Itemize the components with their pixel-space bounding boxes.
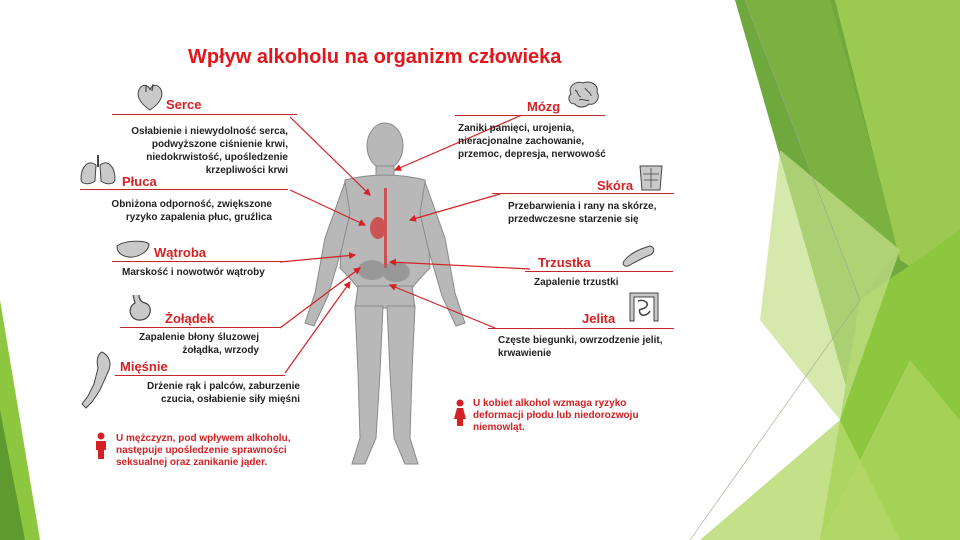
stomach-icon [125,293,155,323]
note-line: U kobiet alkohol wzmaga ryzyko [473,398,627,409]
divider-pluca [80,189,288,190]
effect-line: Zaniki pamięci, urojenia, [458,123,575,134]
effect-line: ryzyko zapalenia płuc, gruźlica [125,212,272,223]
effects-watroba [122,266,265,279]
heart-icon [134,82,166,112]
male-figure-icon [95,432,107,460]
effect-line: Drżenie rąk i palców, zaburzenie [146,381,300,392]
effects-zoladek [139,331,259,357]
organ-label-serce: Serce [166,97,202,112]
divider-trzustka [525,271,673,272]
effects-miesnie [147,380,300,406]
organ-label-miesnie: Mięśnie [120,359,168,374]
divider-zoladek [120,327,280,328]
intestines-icon [626,287,662,325]
effects-jelita [498,334,662,360]
divider-watroba [112,261,282,262]
skin-torso-icon [636,162,666,192]
divider-miesnie [115,375,285,376]
note-line: następuje upośledzenie sprawności [116,445,287,456]
organ-label-jelita: Jelita [582,311,616,326]
effect-line: podwyższone ciśnienie krwi, [151,139,288,150]
effect-line: Zapalenie trzustki [534,277,619,288]
note-line: deformacji płodu lub niedorozwoju [473,410,639,421]
page-title: Wpływ alkoholu na organizm człowieka [188,46,562,68]
effects-trzustka [534,276,618,289]
effect-line: Obniżona odporność, zwiększone [111,199,272,210]
divider-jelita [488,328,674,329]
female-figure-icon [454,399,466,427]
divider-serce [112,114,297,115]
divider-skora [492,193,674,194]
divider-mozg [455,115,605,116]
pancreas-icon [620,243,656,269]
effect-line: Częste biegunki, owrzodzenie jelit, [498,335,663,346]
effect-line: nieracjonalne zachowanie, [458,136,585,147]
effect-line: Zapalenie błony śluzowej [138,332,259,343]
arm-muscle-icon [80,350,116,410]
effect-line: przemoc, depresja, nerwowość [458,149,606,160]
effect-line: przedwczesne starzenie się [508,214,639,225]
note-line: seksualnej oraz zanikanie jąder. [116,457,268,468]
note-line: U mężczyzn, pod wpływem alkoholu, [116,433,291,444]
effects-skora [508,200,656,226]
liver-icon [115,240,151,260]
organ-label-trzustka: Trzustka [538,255,591,270]
effect-line: czucia, osłabienie siły mięśni [161,394,300,405]
effect-line: Osłabienie i niewydolność serca, [131,126,288,137]
organ-label-watroba: Wątroba [154,245,206,260]
lungs-icon [78,153,118,187]
effect-line: Przebarwienia i rany na skórze, [508,201,657,212]
effects-serce [131,125,288,177]
note-men [116,433,290,469]
note-women [473,398,639,434]
effects-mozg [458,122,606,161]
effect-line: krzepliwości krwi [205,165,288,176]
organ-label-mozg: Mózg [527,99,561,114]
organ-label-skora: Skóra [597,178,634,193]
organ-label-zoladek: Żołądek [165,311,215,326]
brain-icon [565,80,601,110]
effects-pluca [111,198,272,224]
effect-line: niedokrwistość, upośledzenie [146,152,288,163]
organ-label-pluca: Płuca [122,174,157,189]
effect-line: Marskość i nowotwór wątroby [122,267,265,278]
note-line: niemowląt. [473,422,525,433]
effect-line: krwawienie [498,348,552,359]
effect-line: żołądka, wrzody [182,345,259,356]
